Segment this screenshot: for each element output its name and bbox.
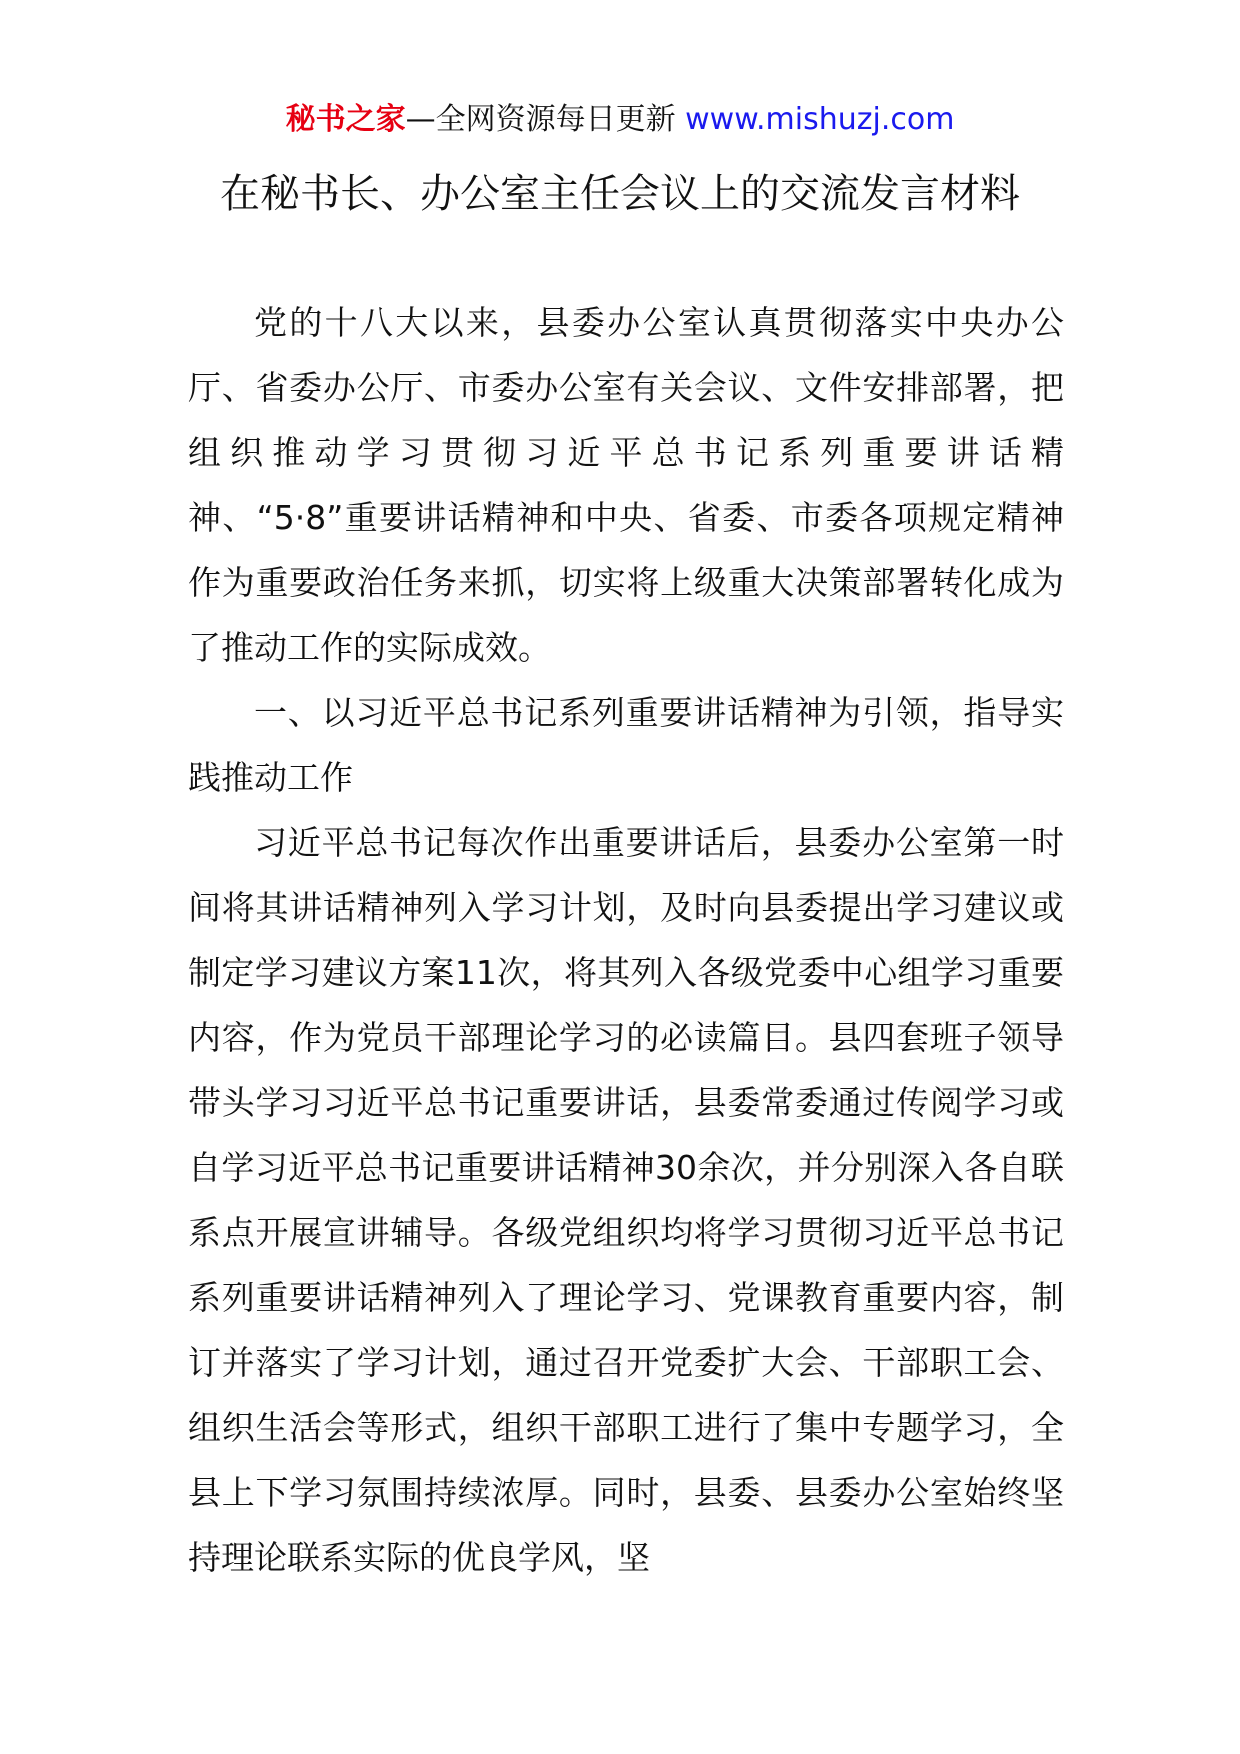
- paragraph-intro: 党的十八大以来，县委办公室认真贯彻落实中央办公厅、省委办公厅、市委办公室有关会议、文件安排部署，把组织推动学习贯彻习近平总书记系列重要讲话精神、“5·8”重要讲话精神和中央、省委、市委各项规定精神作为重要政治任务来抓，切实将上级重大决策部署转化成为了推动工作的实际成效。: [188, 303, 1064, 667]
- document-body: [188, 290, 1064, 1590]
- site-header: [0, 98, 1240, 142]
- site-url-link[interactable]: www.mishuzj.com: [685, 102, 955, 137]
- section-heading-1: 一、以习近平总书记系列重要讲话精神为引领，指导实践推动工作: [188, 693, 1064, 797]
- paragraph-section-1: 习近平总书记每次作出重要讲话后，县委办公室第一时间将其讲话精神列入学习计划，及时向县委提出学习建议或制定学习建议方案11次，将其列入各级党委中心组学习重要内容，作为党员干部理论学习的必读篇目。县四套班子领导带头学习习近平总书记重要讲话，县委常委通过传阅学习或自学习近平总书记重要讲话精神30余次，并分别深入各自联系点开展宣讲辅导。各级党组织均将学习贯彻习近平总书记系列重要讲话精神列入了理论学习、党课教育重要内容，制订并落实了学习计划，通过召开党委扩大会、干部职工会、组织生活会等形式，组织干部职工进行了集中专题学习，全县上下学习氛围持续浓厚。同时，县委、县委办公室始终坚持理论联系实际的优良学风，坚: [188, 823, 1064, 1577]
- document-title: 在秘书长、办公室主任会议上的交流发言材料: [220, 171, 1020, 217]
- site-tagline: —全网资源每日更新: [405, 102, 676, 137]
- site-brand: 秘书之家: [285, 102, 406, 137]
